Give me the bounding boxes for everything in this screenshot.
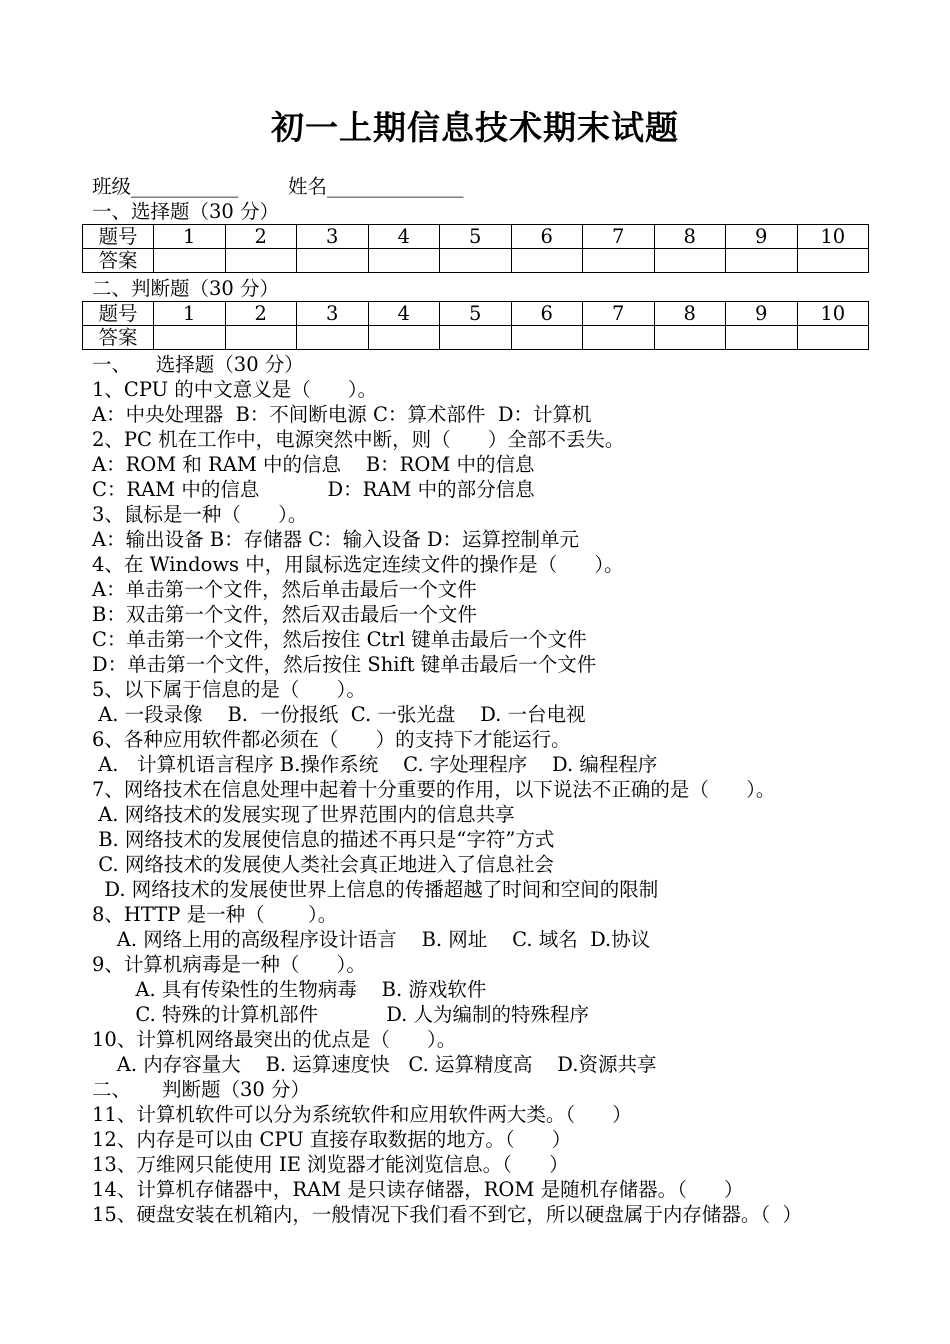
question-number: 1 — [154, 302, 226, 326]
judge-answer-table — [82, 301, 869, 350]
answer-cell[interactable] — [511, 249, 583, 273]
question-number: 9 — [726, 302, 798, 326]
option-line: C：RAM 中的信息 D：RAM 中的部分信息 — [92, 478, 535, 501]
answer-cell[interactable] — [797, 326, 869, 350]
answer-cell[interactable] — [440, 249, 512, 273]
section-heading: 二、 判断题（30 分） — [92, 1078, 311, 1101]
question-line: 4、在 Windows 中，用鼠标选定连续文件的操作是（ ）。 — [92, 553, 624, 576]
option-line: C. 网络技术的发展使人类社会真正地进入了信息社会 — [92, 853, 554, 876]
question-number: 5 — [440, 302, 512, 326]
option-line: A. 具有传染性的生物病毒 B. 游戏软件 — [92, 978, 487, 1001]
row-label-number: 题号 — [83, 302, 154, 326]
option-line: A：输出设备 B：存储器 C：输入设备 D：运算控制单元 — [92, 528, 580, 551]
question-line: 6、各种应用软件都必须在（ ）的支持下才能运行。 — [92, 728, 571, 751]
answer-cell[interactable] — [726, 249, 798, 273]
judge-question-line: 11、计算机软件可以分为系统软件和应用软件两大类。（ ） — [92, 1103, 632, 1126]
judge-question-line: 12、内存是可以由 CPU 直接存取数据的地方。（ ） — [92, 1128, 572, 1151]
question-number: 1 — [154, 225, 226, 249]
question-number: 10 — [797, 302, 869, 326]
option-line: A. 计算机语言程序 B.操作系统 C. 字处理程序 D. 编程程序 — [92, 753, 658, 776]
question-number: 3 — [297, 225, 369, 249]
answer-cell[interactable] — [154, 326, 226, 350]
answer-cell[interactable] — [225, 326, 297, 350]
question-line: 5、以下属于信息的是（ ）。 — [92, 678, 366, 701]
choice-section-header: 一、选择题（30 分） — [92, 200, 280, 223]
choice-answer-table — [82, 224, 869, 273]
answer-cell[interactable] — [154, 249, 226, 273]
option-line: B：双击第一个文件，然后双击最后一个文件 — [92, 603, 477, 626]
question-number: 7 — [583, 302, 655, 326]
table-row — [83, 249, 869, 273]
answer-cell[interactable] — [368, 249, 440, 273]
option-line: D. 网络技术的发展使世界上信息的传播超越了时间和空间的限制 — [92, 878, 659, 901]
question-number: 8 — [654, 225, 726, 249]
option-line: A. 网络上用的高级程序设计语言 B. 网址 C. 域名 D.协议 — [92, 928, 651, 951]
answer-cell[interactable] — [726, 326, 798, 350]
question-line: 10、计算机网络最突出的优点是（ ）。 — [92, 1028, 457, 1051]
question-number: 9 — [726, 225, 798, 249]
section-heading: 一、 选择题（30 分） — [92, 353, 304, 376]
option-line: B. 网络技术的发展使信息的描述不再只是“字符”方式 — [92, 828, 555, 851]
row-label-answer: 答案 — [83, 326, 154, 350]
answer-cell[interactable] — [440, 326, 512, 350]
question-line: 3、鼠标是一种（ ）。 — [92, 503, 308, 526]
table-row — [83, 302, 869, 326]
option-line: D：单击第一个文件，然后按住 Shift 键单击最后一个文件 — [92, 653, 597, 676]
option-line: A. 网络技术的发展实现了世界范围内的信息共享 — [92, 803, 515, 826]
judge-question-line: 14、计算机存储器中，RAM 是只读存储器，ROM 是随机存储器。（ ） — [92, 1178, 744, 1201]
answer-cell[interactable] — [654, 326, 726, 350]
option-line: A：ROM 和 RAM 中的信息 B：ROM 中的信息 — [92, 453, 535, 476]
judge-question-line: 13、万维网只能使用 IE 浏览器才能浏览信息。（ ） — [92, 1153, 569, 1176]
answer-cell[interactable] — [297, 326, 369, 350]
name-field: 姓名______________ — [288, 175, 464, 198]
question-number: 5 — [440, 225, 512, 249]
answer-cell[interactable] — [297, 249, 369, 273]
option-line: C. 特殊的计算机部件 D. 人为编制的特殊程序 — [92, 1003, 590, 1026]
question-number: 6 — [511, 302, 583, 326]
question-number: 7 — [583, 225, 655, 249]
question-line: 9、计算机病毒是一种（ ）。 — [92, 953, 366, 976]
answer-cell[interactable] — [225, 249, 297, 273]
option-line: C：单击第一个文件，然后按住 Ctrl 键单击最后一个文件 — [92, 628, 587, 651]
answer-cell[interactable] — [511, 326, 583, 350]
table-row — [83, 326, 869, 350]
question-number: 6 — [511, 225, 583, 249]
option-line: A：单击第一个文件，然后单击最后一个文件 — [92, 578, 477, 601]
question-number: 2 — [225, 225, 297, 249]
question-number: 4 — [368, 302, 440, 326]
table-row — [83, 225, 869, 249]
judge-question-line: 15、硬盘安装在机箱内，一般情况下我们看不到它，所以硬盘属于内存储器。（ ） — [92, 1203, 802, 1226]
class-field: 班级___________ — [92, 175, 239, 198]
option-line: A. 一段录像 B. 一份报纸 C. 一张光盘 D. 一台电视 — [92, 703, 586, 726]
answer-cell[interactable] — [654, 249, 726, 273]
page-title: 初一上期信息技术期末试题 — [271, 108, 679, 147]
answer-cell[interactable] — [797, 249, 869, 273]
option-line: A. 内存容量大 B. 运算速度快 C. 运算精度高 D.资源共享 — [92, 1053, 657, 1076]
answer-cell[interactable] — [583, 326, 655, 350]
row-label-answer: 答案 — [83, 249, 154, 273]
question-number: 10 — [797, 225, 869, 249]
question-number: 3 — [297, 302, 369, 326]
question-number: 4 — [368, 225, 440, 249]
question-number: 8 — [654, 302, 726, 326]
answer-cell[interactable] — [583, 249, 655, 273]
judge-section-header: 二、判断题（30 分） — [92, 277, 280, 300]
answer-cell[interactable] — [368, 326, 440, 350]
question-line: 7、网络技术在信息处理中起着十分重要的作用，以下说法不正确的是（ ）。 — [92, 778, 776, 801]
question-number: 2 — [225, 302, 297, 326]
option-line: A：中央处理器 B：不间断电源 C：算术部件 D：计算机 — [92, 403, 592, 426]
question-line: 2、PC 机在工作中，电源突然中断，则（ ）全部不丢失。 — [92, 428, 625, 451]
row-label-number: 题号 — [83, 225, 154, 249]
question-line: 8、HTTP 是一种（ ）。 — [92, 903, 338, 926]
question-line: 1、CPU 的中文意义是（ ）。 — [92, 378, 378, 401]
